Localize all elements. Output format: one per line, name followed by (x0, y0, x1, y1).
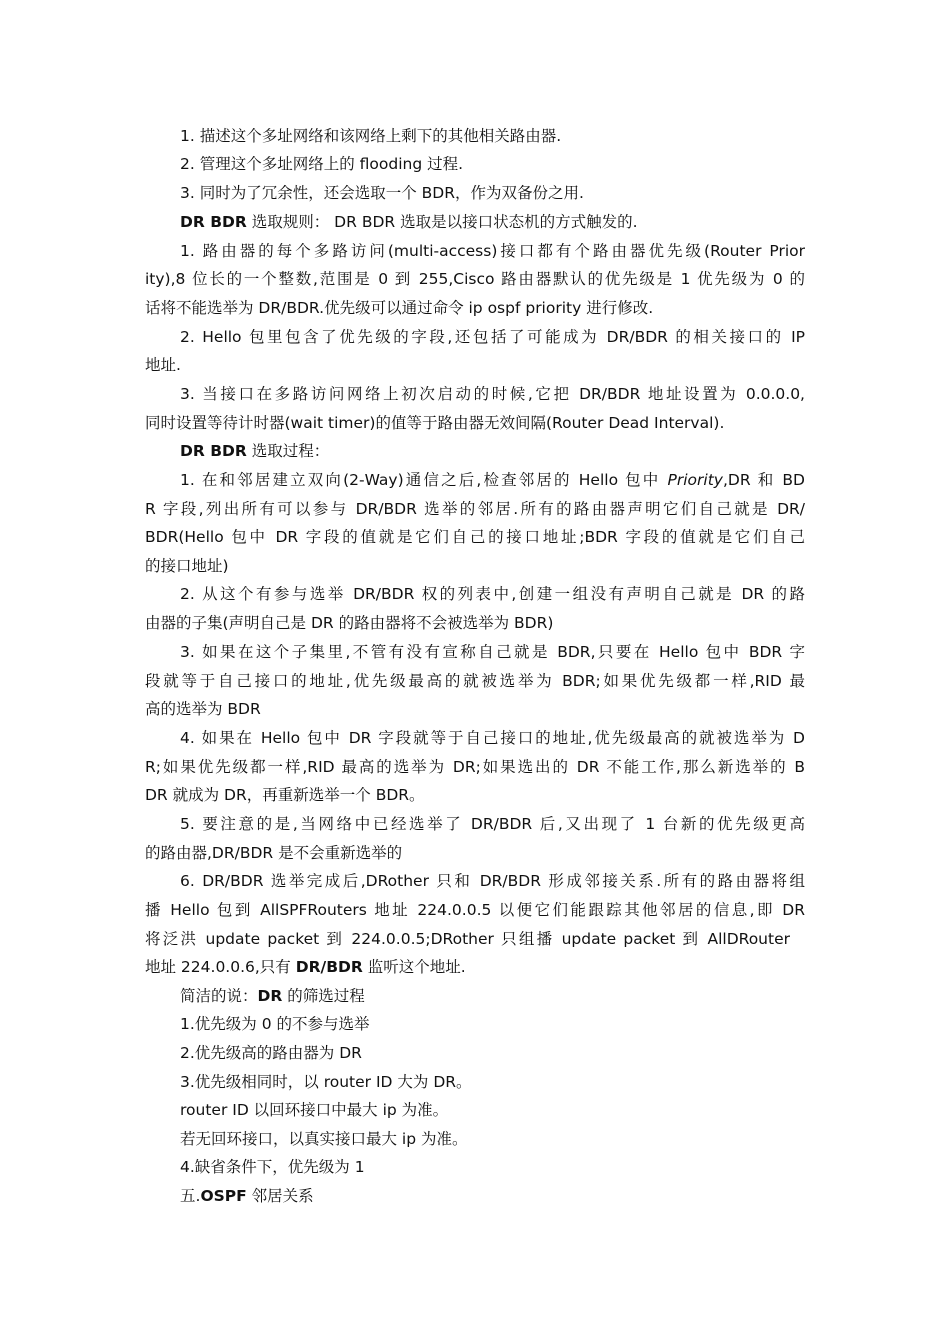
rule-2-line-1: 2. Hello 包里包含了优先级的字段,还包括了可能成为 DR/BDR 的相关接口的 IP (180, 328, 805, 346)
section-heading-bold: OSPF (200, 1187, 247, 1205)
intro-item-1: 1. 描述这个多址网络和该网络上剩下的其他相关路由器. (180, 127, 562, 145)
summary-item-6: 4.缺省条件下，优先级为 1 (180, 1158, 365, 1176)
section-heading (180, 1186, 314, 1206)
process-1-text-end: ,DR 和 BD (722, 471, 805, 489)
process-heading-bold: DR BDR (180, 442, 247, 460)
process-6-last-bold: DR/BDR (295, 958, 363, 976)
process-3-line-1: 3. 如果在这个子集里,不管有没有宣称自己就是 BDR,只要在 Hello 包中 BDR 字 (180, 643, 805, 661)
process-6-last-end: 监听这个地址. (362, 958, 466, 976)
rule-1-line-2: ity),8 位长的一个整数,范围是 0 到 255,Cisco 路由器默认的优先级是 1 优先级为 0 的 (145, 270, 805, 288)
section-heading-number: 五. (180, 1187, 201, 1205)
rule-3-line-2: 同时设置等待计时器(wait timer)的值等于路由器无效间隔(Router Dead Interval). (145, 414, 725, 432)
process-4-line-1: 4. 如果在 Hello 包中 DR 字段就等于自己接口的地址,优先级最高的就被选举为 D (180, 729, 805, 747)
rule-3-line-1: 3. 当接口在多路访问网络上初次启动的时候,它把 DR/BDR 地址设置为 0.0.0.0, (180, 385, 805, 403)
summary-intro (180, 986, 365, 1006)
process-4-line-3: DR 就成为 DR，再重新选举一个 BDR。 (145, 786, 425, 804)
process-3-line-3: 高的选举为 BDR (145, 700, 261, 718)
process-2-line-1: 2. 从这个有参与选举 DR/BDR 权的列表中,创建一组没有声明自己就是 DR 的路 (180, 585, 805, 603)
process-1-line-4: 的接口地址) (145, 557, 229, 575)
summary-item-1: 1.优先级为 0 的不参与选举 (180, 1015, 370, 1033)
rules-heading (180, 212, 638, 232)
process-2-line-2: 由器的子集(声明自己是 DR 的路由器将不会被选举为 BDR) (145, 614, 554, 632)
process-5-line-2: 的路由器,DR/BDR 是不会重新选举的 (145, 844, 403, 862)
summary-item-3: 3.优先级相同时，以 router ID 大为 DR。 (180, 1073, 472, 1091)
process-6-line-1: 6. DR/BDR 选举完成后,DRother 只和 DR/BDR 形成邻接关系.所有的路由器将组 (180, 872, 805, 890)
process-6-last-start: 地址 224.0.0.6,只有 (145, 958, 296, 976)
intro-item-2: 2. 管理这个多址网络上的 flooding 过程. (180, 155, 464, 173)
process-1-line-1 (180, 470, 805, 490)
process-6-line-2: 播 Hello 包到 AllSPFRouters 地址 224.0.0.5 以便它们能跟踪其他邻居的信息,即 DR (145, 901, 805, 919)
rule-1-line-3: 话将不能选举为 DR/BDR.优先级可以通过命令 ip ospf priority 进行修改. (145, 299, 654, 317)
summary-item-4: router ID 以回环接口中最大 ip 为准。 (180, 1101, 449, 1119)
summary-intro-start: 简洁的说： (180, 987, 258, 1005)
process-1-text-start: 1. 在和邻居建立双向(2-Way)通信之后,检查邻居的 Hello 包中 (180, 471, 668, 489)
summary-item-5: 若无回环接口，以真实接口最大 ip 为准。 (180, 1130, 468, 1148)
process-1-line-3: BDR(Hello 包中 DR 字段的值就是它们自己的接口地址;BDR 字段的值就是它们自己 (145, 528, 805, 546)
process-3-line-2: 段就等于自己接口的地址,优先级最高的就被选举为 BDR;如果优先级都一样,RID 最 (145, 672, 805, 690)
summary-intro-bold: DR (257, 987, 283, 1005)
process-heading-text: 选取过程： (246, 442, 330, 460)
intro-item-3: 3. 同时为了冗余性，还会选取一个 BDR，作为双备份之用. (180, 184, 584, 202)
process-1-line-2: R 字段,列出所有可以参与 DR/BDR 选举的邻居.所有的路由器声明它们自己就是 DR/ (145, 500, 805, 518)
process-6-line-3: 将泛洪 update packet 到 224.0.0.5;DRother 只组播 update packet 到 AllDRouter (145, 930, 790, 948)
summary-item-2: 2.优先级高的路由器为 DR (180, 1044, 362, 1062)
priority-term: Priority (667, 471, 723, 489)
process-heading (180, 441, 329, 461)
summary-intro-end: 的筛选过程 (282, 987, 365, 1005)
rule-2-line-2: 地址. (145, 356, 181, 374)
rules-heading-text: 选取规则： DR BDR 选取是以接口状态机的方式触发的. (246, 213, 638, 231)
rules-heading-bold: DR BDR (180, 213, 247, 231)
rule-1-line-1: 1. 路由器的每个多路访问(multi-access)接口都有个路由器优先级(Router Prior (180, 242, 805, 260)
section-heading-text: 邻居关系 (246, 1187, 314, 1205)
process-5-line-1: 5. 要注意的是,当网络中已经选举了 DR/BDR 后,又出现了 1 台新的优先级更高 (180, 815, 805, 833)
process-6-line-4 (145, 957, 466, 977)
process-4-line-2: R;如果优先级都一样,RID 最高的选举为 DR;如果选出的 DR 不能工作,那么新选举的 B (145, 758, 805, 776)
